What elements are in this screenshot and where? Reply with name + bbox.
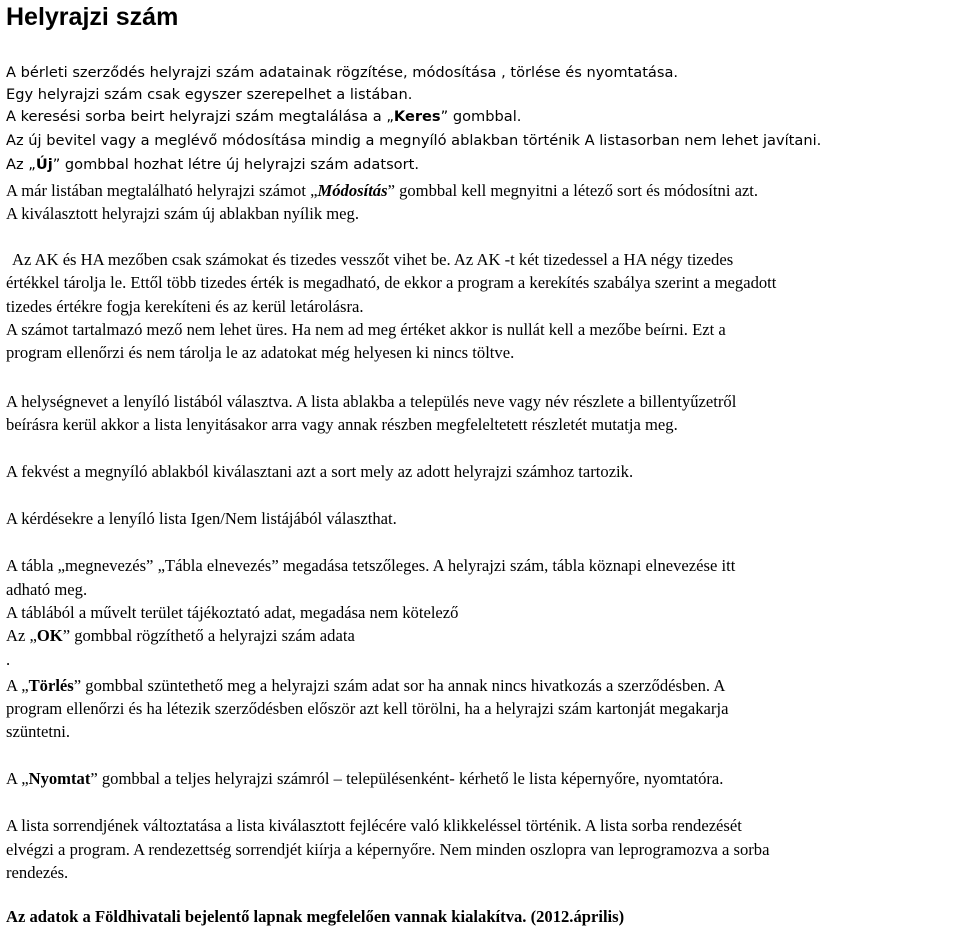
p1-line-2: A kiválasztott helyrajzi szám új ablakban nyílik meg. — [6, 204, 359, 223]
p3-line-2: beírásra kerül akkor a lista lenyitásakor arra vagy annak részben megfeleltetett részletét mutatja meg. — [6, 415, 678, 434]
intro-line-1: A bérleti szerződés helyrajzi szám adatainak rögzítése, módosítása , törlése és nyomtatása. — [6, 64, 679, 81]
nyomtat-line-end: ” gombbal a teljes helyrajzi számról – településenként- kérhető le lista képernyőre, nyomtatóra. — [90, 769, 724, 788]
p6-line-5: . — [6, 650, 11, 669]
page-title: Helyrajzi szám — [6, 3, 179, 31]
p7-line-2: program ellenőrzi és ha létezik szerződésben először azt kell törölni, ha a helyrajzi szám kartonját megakarja — [6, 699, 729, 718]
torles-line-text: A „ — [6, 676, 29, 695]
p9-line-3: rendezés. — [6, 863, 69, 882]
intro-line-3-text: A keresési sorba beirt helyrajzi szám megtalálása a „ — [6, 108, 394, 125]
p3-line-1: A helységnevet a lenyíló listából választva. A lista ablakba a település neve vagy név részlete a billentyűzetről — [6, 392, 737, 411]
nyomtat-line — [6, 768, 723, 790]
modositas-button-name: Módosítás — [317, 181, 388, 200]
p4-line: A fekvést a megnyíló ablakból kiválasztani azt a sort mely az adott helyrajzi számhoz tartozik. — [6, 462, 634, 481]
footer-note: Az adatok a Földhivatali bejelentő lapnak megfelelően vannak kialakítva. (2012.április) — [6, 907, 625, 926]
intro-line-3 — [6, 106, 521, 128]
p9-line-2: elvégzi a program. A rendezettség sorrendjét kiírja a képernyőre. Nem minden oszlopra van leprogramozva a sorba — [6, 840, 770, 859]
p7-line-3: szüntetni. — [6, 722, 71, 741]
nyomtat-line-text: A „ — [6, 769, 29, 788]
modositas-line — [6, 180, 758, 202]
torles-line-end: ” gombbal szüntethető meg a helyrajzi szám adat sor ha annak nincs hivatkozás a szerződésben. A — [73, 676, 726, 695]
intro-line-5-text: Az „ — [6, 156, 36, 173]
ok-line-end: ” gombbal rögzíthető a helyrajzi szám adata — [62, 626, 355, 645]
modositas-line-end: ” gombbal kell megnyitni a létező sort és módosítni azt. — [387, 181, 759, 200]
p9-line-1: A lista sorrendjének változtatása a lista kiválasztott fejlécére való klikkeléssel történik. A lista sorba rendezését — [6, 816, 742, 835]
intro-line-3-end: ” gombbal. — [440, 108, 522, 125]
p6-line-2: adható meg. — [6, 580, 88, 599]
ok-button-name: OK — [36, 626, 63, 645]
keres-button-name: Keres — [393, 108, 441, 125]
intro-line-2: Egy helyrajzi szám csak egyszer szerepelhet a listában. — [6, 86, 413, 103]
torles-button-name: Törlés — [28, 676, 74, 695]
p2-line-5: program ellenőrzi és nem tárolja le az adatokat még helyesen ki nincs töltve. — [6, 343, 515, 362]
p2-line-3: tizedes értékre fogja kerekíteni és az kerül letárolásra. — [6, 297, 364, 316]
modositas-line-text: A már listában megtalálható helyrajzi számot „ — [6, 181, 318, 200]
intro-line-4: Az új bevitel vagy a meglévő módosítása mindig a megnyíló ablakban történik A listasorban nem lehet javítani. — [6, 132, 822, 149]
uj-button-name: Új — [35, 156, 53, 173]
ok-line-text: Az „ — [6, 626, 37, 645]
p6-line-3: A táblából a művelt terület tájékoztató adat, megadása nem kötelező — [6, 603, 459, 622]
torles-line — [6, 675, 725, 697]
nyomtat-button-name: Nyomtat — [28, 769, 91, 788]
intro-line-5-end: ” gombbal hozhat létre új helyrajzi szám adatsort. — [52, 156, 419, 173]
p6-line-1: A tábla „megnevezés” „Tábla elnevezés” megadása tetszőleges. A helyrajzi szám, tábla köznapi elnevezése itt — [6, 556, 736, 575]
p2-line-4: A számot tartalmazó mező nem lehet üres. Ha nem ad meg értéket akkor is nullát kell a mezőbe beírni. Ezt a — [6, 320, 726, 339]
ok-line — [6, 625, 355, 647]
p2-line-2: értékkel tárolja le. Ettől több tizedes érték is megadható, de ekkor a program a kerekítés szabálya szerint a megadott — [6, 273, 777, 292]
p2-line-1: Az AK és HA mezőben csak számokat és tizedes vesszőt vihet be. Az AK -t két tizedessel a HA négy tizedes — [12, 250, 734, 269]
p5-line: A kérdésekre a lenyíló lista Igen/Nem listájából választhat. — [6, 509, 397, 528]
intro-line-5 — [6, 154, 419, 176]
